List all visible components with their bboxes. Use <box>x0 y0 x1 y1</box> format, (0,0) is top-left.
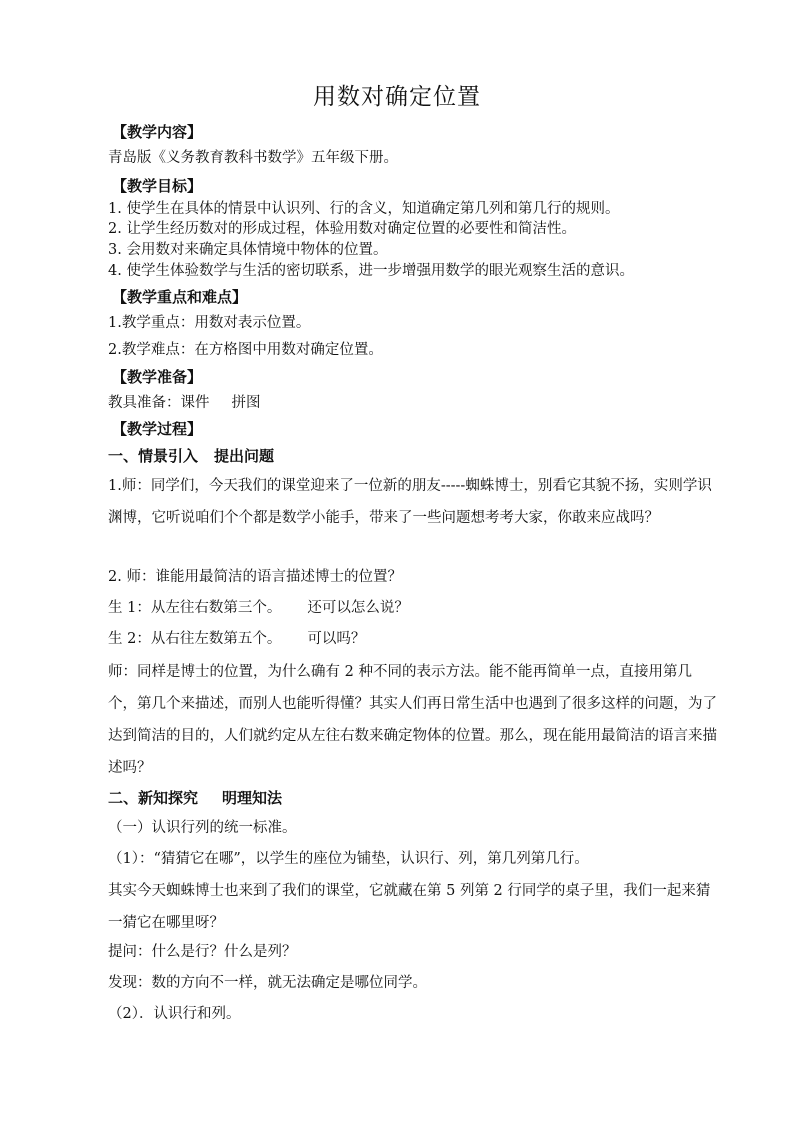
part2-heading <box>108 788 282 808</box>
teaching-content-text: 青岛版《义务教育教科书数学》五年级下册。 <box>108 150 398 166</box>
preparation-item: 拼图 <box>231 395 261 411</box>
paragraph-2: 2. 师：谁能用最简洁的语言描述博士的位置？ <box>108 569 402 585</box>
preparation-label: 教具准备：课件 <box>108 395 210 411</box>
heading-key-points: 【教学重点和难点】 <box>112 288 248 306</box>
question-line: 提问：什么是行？什么是列？ <box>108 944 297 960</box>
student-1-line <box>108 598 409 618</box>
heading-process: 【教学过程】 <box>112 420 203 438</box>
part1-heading <box>108 446 274 466</box>
student-2-followup: 可以吗？ <box>307 631 366 647</box>
heading-teaching-content: 【教学内容】 <box>112 123 203 141</box>
subsection-1-2: （2）．认识行和列。 <box>108 1006 241 1022</box>
finding-line: 发现：数的方向不一样，就无法确定是哪位同学。 <box>108 975 427 991</box>
goal-item-2: 2. 让学生经历数对的形成过程，体验用数对确定位置的必要性和简洁性。 <box>108 221 576 237</box>
student-2-answer: 生 2：从右往左数第五个。 <box>108 631 282 647</box>
preparation-line <box>108 393 261 413</box>
student-1-followup: 还可以怎么说？ <box>307 600 409 616</box>
part2-heading-a: 二、新知探究 <box>108 789 199 807</box>
goal-item-1: 1. 使学生在具体的情景中认识列、行的含义，知道确定第几列和第几行的规则。 <box>108 201 620 217</box>
part1-heading-a: 一、情景引入 <box>108 447 199 465</box>
paragraph-1: 1.师：同学们，今天我们的课堂迎来了一位新的朋友-----蜘蛛博士，别看它其貌不扬，实则学识渊博，它听说咱们个个都是数学小能手，带来了一些问题想考考大家，你敢来应战吗？ <box>108 478 712 526</box>
subsection-1: （一）认识行列的统一标准。 <box>108 820 297 836</box>
key-point-2: 2.教学难点：在方格图中用数对确定位置。 <box>108 342 383 358</box>
student-1-answer: 生 1：从左往右数第三个。 <box>108 600 282 616</box>
key-point-1: 1.教学重点：用数对表示位置。 <box>108 315 311 331</box>
goal-item-4: 4. 使学生体验数学与生活的密切联系，进一步增强用数学的眼光观察生活的意识。 <box>108 263 634 279</box>
student-2-line <box>108 629 365 649</box>
heading-teaching-goals: 【教学目标】 <box>112 177 203 195</box>
goal-item-3: 3. 会用数对来确定具体情境中物体的位置。 <box>108 242 388 258</box>
paragraph-4: 其实今天蜘蛛博士也来到了我们的课堂，它就藏在第 5 列第 2 行同学的桌子里，我们一起来猜一猜它在哪里呀？ <box>108 883 711 931</box>
document-title: 用数对确定位置 <box>313 84 481 110</box>
paragraph-3: 师：同样是博士的位置，为什么确有 2 种不同的表示方法。能不能再简单一点，直接用第几个，第几个来描述，而别人也能听得懂？其实人们再日常生活中也遇到了很多这样的问题，为了达到简洁的目的，人们就约定从左往右数来确定物体的位置。那么，现在能用最简洁的语言来描述吗？ <box>108 664 717 776</box>
subsection-1-1: （1）：“猜猜它在哪”，以学生的座位为铺垫，认识行、列，第几列第几行。 <box>108 851 589 867</box>
part1-heading-b: 提出问题 <box>214 447 275 465</box>
part2-heading-b: 明理知法 <box>222 789 283 807</box>
heading-preparation: 【教学准备】 <box>112 368 203 386</box>
